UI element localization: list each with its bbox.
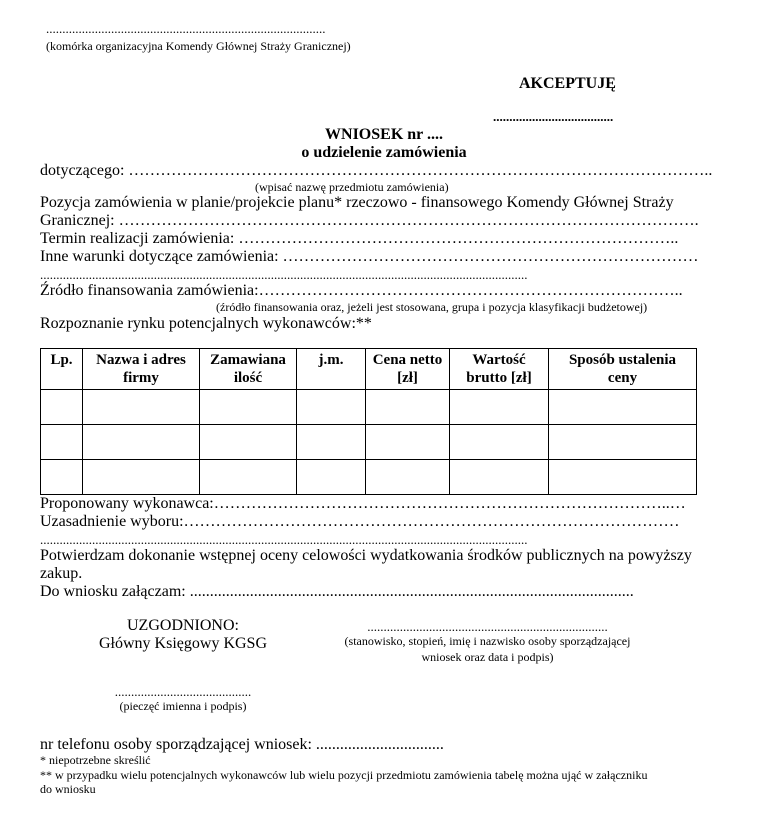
- table-cell[interactable]: [200, 460, 297, 495]
- field-funding: Źródło finansowania zamówienia:……………………………………………………………………..: [40, 282, 683, 299]
- table-cell[interactable]: [297, 390, 366, 425]
- table-cell[interactable]: [549, 425, 697, 460]
- unit-caption: (komórka organizacyjna Komendy Głównej Straży Granicznej): [46, 39, 351, 53]
- field-justification: Uzasadnienie wyboru:…………………………………………………………………………………: [40, 513, 680, 530]
- footnote-1: * niepotrzebne skreślić: [40, 753, 151, 767]
- document-subtitle: o udzielenie zamówienia: [301, 144, 467, 161]
- stamp-caption: (pieczęć imienna i podpis): [119, 699, 247, 713]
- footnote-2-cont: do wniosku: [40, 782, 96, 796]
- table-cell[interactable]: [200, 390, 297, 425]
- accountant-signature-dots: ..........................................: [114, 684, 252, 699]
- document-title: WNIOSEK nr ....: [325, 126, 443, 143]
- table-cell[interactable]: [366, 390, 450, 425]
- header-quantity: Zamawiana ilość: [200, 349, 297, 390]
- table-row: [41, 390, 697, 425]
- offers-table: [40, 348, 697, 495]
- header-unit: j.m.: [297, 349, 366, 390]
- confirmation-text-cont: zakup.: [40, 565, 83, 582]
- unit-dots: ......................................................................................: [46, 21, 326, 36]
- preparer-caption: (stanowisko, stopień, imię i nazwisko osoby sporządzającej: [344, 634, 631, 648]
- confirmation-text: Potwierdzam dokonanie wstępnej oceny celowości wydatkowania środków publicznych na powyższy: [40, 547, 692, 564]
- field-phone: nr telefonu osoby sporządzającej wniosek: ................................: [40, 736, 444, 753]
- table-cell[interactable]: [450, 425, 549, 460]
- table-header-row: [41, 349, 697, 390]
- table-cell[interactable]: [83, 460, 200, 495]
- table-cell[interactable]: [549, 460, 697, 495]
- table-cell[interactable]: [366, 460, 450, 495]
- table-cell[interactable]: [297, 425, 366, 460]
- table-cell[interactable]: [41, 390, 83, 425]
- table-cell[interactable]: [200, 425, 297, 460]
- header-lp: Lp.: [41, 349, 83, 390]
- field-plan-position: Pozycja zamówienia w planie/projekcie planu* rzeczowo - finansowego Komendy Głównej Straży: [40, 194, 674, 211]
- field-dots-line-2: ......................................................................................................................................................: [40, 532, 528, 547]
- field-funding-hint: (źródło finansowania oraz, jeżeli jest stosowana, grupa i pozycja klasyfikacji budżetowej): [216, 300, 648, 314]
- chief-accountant-label: Główny Księgowy KGSG: [99, 635, 267, 652]
- table-row: [41, 425, 697, 460]
- table-cell[interactable]: [450, 460, 549, 495]
- table-cell[interactable]: [549, 390, 697, 425]
- field-other-terms: Inne warunki dotyczące zamówienia: ……………………………………………………………………: [40, 248, 699, 265]
- footnote-2: ** w przypadku wielu potencjalnych wykonawców lub wielu pozycji przedmiotu zamówienia tabelę można ująć w załączniku: [40, 768, 648, 782]
- accept-signature-dots: .....................................: [493, 109, 614, 124]
- field-proposed-contractor: Proponowany wykonawca:…………………………………………………………………………..…: [40, 495, 686, 512]
- table-cell[interactable]: [83, 425, 200, 460]
- table-cell[interactable]: [41, 425, 83, 460]
- header-company: Nazwa i adres firmy: [83, 349, 200, 390]
- field-plan-position-cont: Granicznej: ……………………………………………………………………………………………….: [40, 212, 699, 229]
- field-dots-line: ......................................................................................................................................................: [40, 267, 528, 282]
- preparer-caption-cont: wniosek oraz data i podpis): [421, 650, 554, 664]
- field-concerning-hint: (wpisać nazwę przedmiotu zamówienia): [255, 180, 449, 194]
- table-cell[interactable]: [83, 390, 200, 425]
- accept-label: AKCEPTUJĘ: [519, 75, 616, 92]
- field-concerning: dotyczącego: ………………………………………………………………………………………………..: [40, 162, 713, 179]
- header-net-price: Cena netto [zł]: [366, 349, 450, 390]
- field-deadline: Termin realizacji zamówienia: ………………………………………………………………………..: [40, 230, 679, 247]
- header-gross-value: Wartość brutto [zł]: [450, 349, 549, 390]
- table-row: [41, 460, 697, 495]
- table-cell[interactable]: [297, 460, 366, 495]
- table-cell[interactable]: [450, 390, 549, 425]
- agreed-label: UZGODNIONO:: [127, 617, 239, 634]
- preparer-signature-dots: ..........................................................................: [367, 619, 608, 634]
- table-cell[interactable]: [366, 425, 450, 460]
- field-attachments: Do wniosku załączam: ...............................................................................................................: [40, 583, 634, 600]
- table-cell[interactable]: [41, 460, 83, 495]
- field-market-research: Rozpoznanie rynku potencjalnych wykonawców:**: [40, 315, 372, 332]
- header-price-method: Sposób ustalenia ceny: [549, 349, 697, 390]
